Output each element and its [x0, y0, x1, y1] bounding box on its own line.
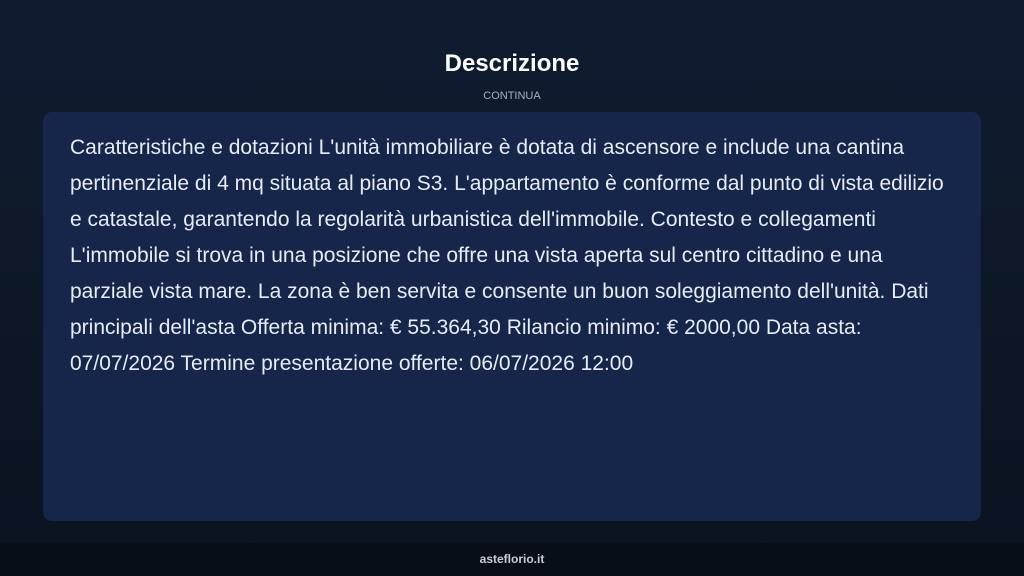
description-text: Caratteristiche e dotazioni L'unità immobiliare è dotata di ascensore e include una cantina pertinenziale di 4 mq situata al piano S3. L'appartamento è conforme dal punto di vista edilizio e catastale, garantendo la regolarità urbanistica dell'immobile. Contesto e collegamenti L'immobile si trova in una posizione che offre una vista aperta sul centro cittadino e una parziale vista mare. La zona è ben servita e consente un buon soleggiamento dell'unità. Dati principali dell'asta Offerta minima: € 55.364,30 Rilancio minimo: € 2000,00 Data asta: 07/07/2026 Termine presentazione offerte: 06/07/2026 12:00 [70, 136, 944, 375]
page-title: Descrizione [444, 50, 580, 77]
footer-bar [0, 543, 1024, 576]
continue-label: CONTINUA [483, 90, 541, 102]
site-name: asteflorio.it [479, 552, 545, 566]
description-card [43, 112, 981, 521]
